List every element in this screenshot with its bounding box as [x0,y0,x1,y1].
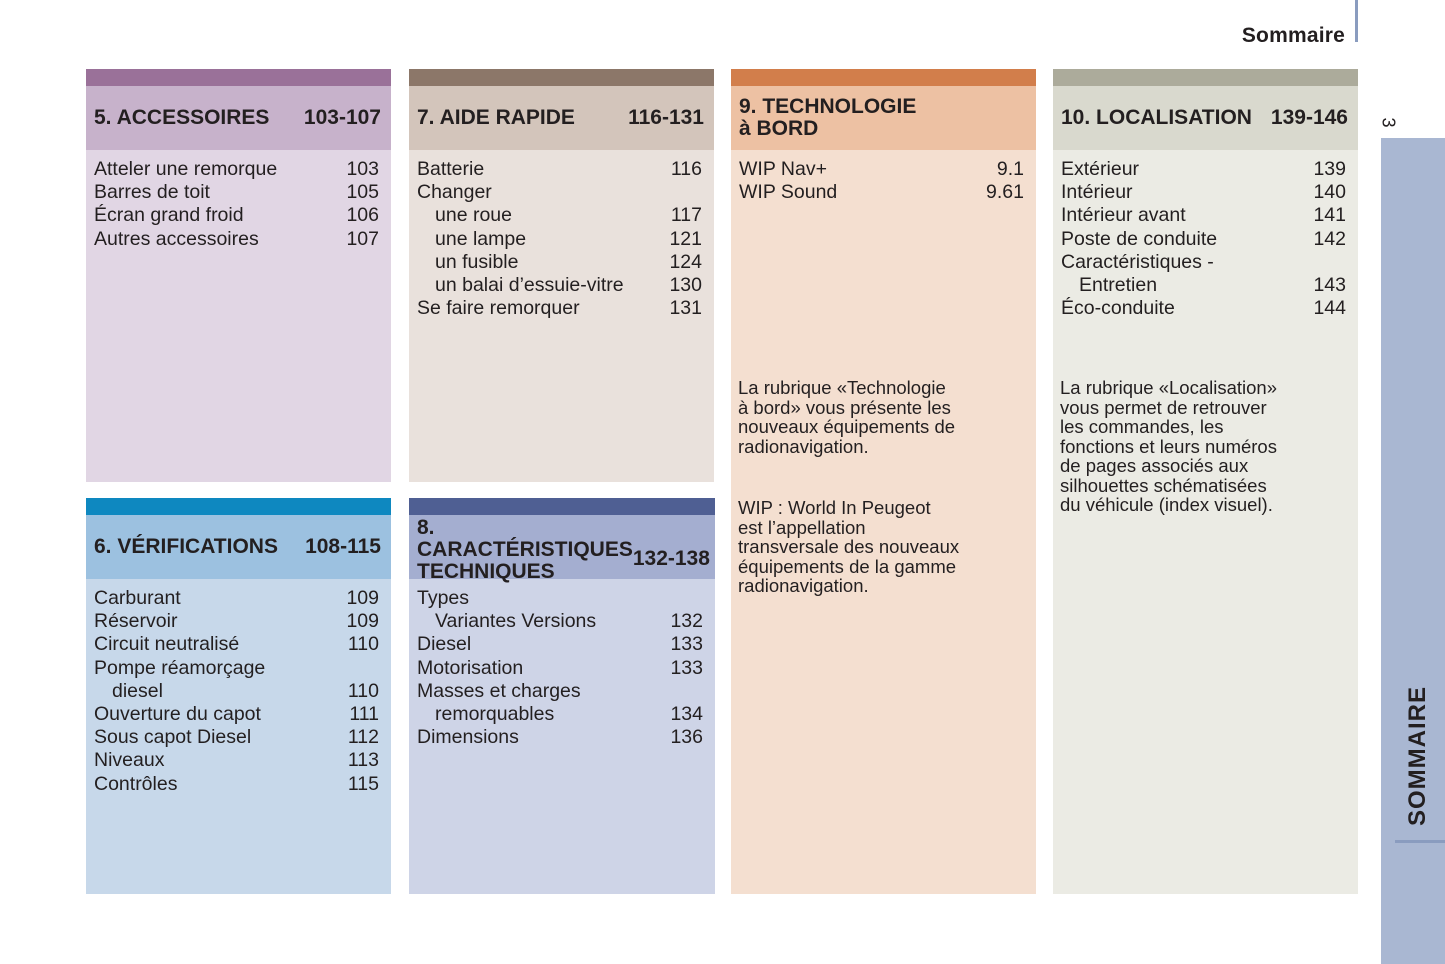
toc-entry-label: Sous capot Diesel [94,726,252,749]
toc-entry[interactable] [94,158,379,181]
toc-entry [417,587,703,610]
toc-entry-label: un fusible [435,250,519,273]
toc-entry-page: 113 [347,749,379,772]
toc-entry-label: WIP Sound [739,181,838,204]
toc-entry-label: Atteler une remorque [94,158,278,180]
wip-description: WIP : World In Peugeot est l’appellation transversale des nouveaux équipements de la gamme radionavigation. [738,497,960,596]
toc-entry-label: Pompe réamorçage [94,656,266,679]
toc-entry[interactable] [417,633,703,656]
toc-entry-page: 112 [347,726,379,749]
toc-entry-label: Types [417,587,470,609]
section-entries [86,579,391,796]
section-entries [409,579,715,749]
toc-entry-page: 111 [349,703,379,726]
toc-entry-page: 140 [1313,181,1346,204]
section-title: 9. TECHNOLOGIE à BORD [739,95,917,140]
toc-entry[interactable] [94,680,379,703]
toc-entry-label: Niveaux [94,749,165,772]
section-header[interactable] [86,515,391,579]
toc-entry-label: Motorisation [417,656,524,679]
section-header[interactable] [86,86,391,150]
section-color-bar [1053,69,1358,86]
toc-entry-label: une roue [435,204,512,227]
toc-entry-page: 103 [346,158,379,180]
toc-entry-page: 136 [670,726,703,749]
section-title: 8. CARACTÉRISTIQUES TECHNIQUES [417,516,633,583]
toc-entry-label: Extérieur [1061,158,1140,180]
localisation-description: La rubrique «Localisation» vous permet de retrouver les commandes, les fonctions et leurs numéros de pages associés aux silhouettes schématisées du véhicule (index visuel). [1060,377,1278,515]
section-title: 6. VÉRIFICATIONS [94,535,278,558]
toc-entry[interactable] [417,204,702,227]
toc-entry[interactable] [94,587,379,610]
toc-entry[interactable] [94,726,379,749]
toc-entry-label: Changer [417,181,492,204]
toc-entry-label: Intérieur [1061,181,1133,204]
section-entries [86,150,391,251]
toc-entry[interactable] [417,610,703,633]
toc-entry-label: Caractéristiques - [1061,250,1214,273]
toc-entry-label: WIP Nav+ [739,158,827,180]
toc-entry-label: Poste de conduite [1061,227,1218,250]
toc-entry-page: 110 [347,679,379,702]
toc-entry[interactable] [94,228,379,251]
toc-entry[interactable] [1061,297,1346,320]
toc-entry-label: Autres accessoires [94,227,259,250]
toc-entry-page: 116 [670,158,702,180]
section-caracteristiques-techniques [409,498,715,894]
toc-entry-page: 117 [670,204,702,227]
toc-entry-page: 124 [669,250,702,273]
toc-entry-page: 139 [1313,158,1346,180]
toc-entry-label: un balai d’essuie-vitre [435,274,624,297]
toc-entry-page: 115 [347,772,379,795]
toc-entry-label: une lampe [435,227,527,250]
section-entries [409,150,714,320]
toc-entry-page: 132 [670,610,703,633]
section-header[interactable] [731,86,1036,150]
toc-entry[interactable] [94,703,379,726]
toc-entry[interactable] [417,228,702,251]
toc-entry-page: 133 [670,656,703,679]
toc-entry-page: 131 [669,297,702,320]
toc-entry-page: 134 [670,703,703,726]
toc-entry-label: diesel [112,679,163,702]
section-title: 5. ACCESSOIRES [94,106,270,129]
technologie-description: La rubrique «Technologie à bord» vous présente les nouveaux équipements de radionavigation. [738,377,956,457]
section-page-range: 103-107 [303,106,381,129]
toc-entry [94,657,379,680]
toc-entry-page: 133 [670,633,703,656]
section-header[interactable] [409,86,714,150]
section-header[interactable] [409,515,715,583]
toc-entry-page: 143 [1313,274,1346,297]
toc-entry-page: 130 [669,274,702,297]
toc-entry[interactable] [417,297,702,320]
section-page-range: 139-146 [1270,106,1348,129]
toc-entry-label: Circuit neutralisé [94,633,240,656]
page-header-title: Sommaire [1241,24,1345,47]
toc-entry-label: Masses et charges [417,679,581,702]
section-color-bar [86,498,391,515]
toc-entry-label: Batterie [417,158,485,180]
toc-entry-label: Diesel [417,633,472,656]
toc-entry-label: Se faire remorquer [417,297,580,320]
section-verifications [86,498,391,894]
section-accessoires [86,69,391,482]
toc-entry-label: Réservoir [94,610,178,633]
section-title: 7. AIDE RAPIDE [417,106,575,129]
toc-entry-page: 9.61 [986,181,1024,204]
sommaire-side-tab-label: SOMMAIRE [1404,686,1431,826]
toc-entry-page: 141 [1313,204,1346,227]
section-color-bar [409,69,714,86]
toc-entry-page: 106 [346,204,379,227]
section-color-bar [731,69,1036,86]
section-header[interactable] [1053,86,1358,150]
toc-entry-page: 109 [346,587,379,609]
toc-entry-page: 110 [347,633,379,656]
toc-entry[interactable] [1061,228,1346,251]
section-technologie-a-bord [731,69,1036,894]
section-title: 10. LOCALISATION [1061,106,1252,129]
toc-entry-label: Contrôles [94,772,178,795]
page-number: 3 [1378,117,1399,128]
toc-entry-label: remorquables [435,703,555,726]
section-page-range: 116-131 [628,106,704,129]
toc-entry-page: 105 [346,181,379,204]
toc-entry[interactable] [739,181,1024,204]
toc-entry[interactable] [1061,158,1346,181]
section-color-bar [409,498,715,515]
header-rule [1355,0,1358,42]
toc-entry-page: 142 [1313,227,1346,250]
section-aide-rapide [409,69,714,482]
toc-entry[interactable] [417,726,703,749]
toc-entry-page: 9.1 [996,158,1024,180]
section-entries [1053,150,1358,320]
toc-entry-label: Écran grand froid [94,204,244,227]
toc-entry[interactable] [417,158,702,181]
toc-entry-label: Éco-conduite [1061,297,1175,320]
toc-entry[interactable] [417,274,702,297]
toc-entry-label: Ouverture du capot [94,703,261,726]
toc-entry-label: Dimensions [417,726,519,749]
toc-entry-label: Variantes Versions [435,610,597,633]
toc-entry[interactable] [94,204,379,227]
toc-entry[interactable] [94,749,379,772]
toc-entry [1061,251,1346,274]
toc-entry[interactable] [417,251,702,274]
toc-entry[interactable] [1061,204,1346,227]
toc-entry[interactable] [94,610,379,633]
toc-entry [417,680,703,703]
toc-entry-label: Carburant [94,587,181,609]
toc-entry-page: 121 [669,227,702,250]
toc-entry-label: Barres de toit [94,181,210,204]
section-page-range: 132-138 [632,547,710,570]
toc-entry-page: 109 [346,610,379,633]
toc-entry[interactable] [417,703,703,726]
toc-entry-page: 144 [1313,297,1346,320]
section-color-bar [86,69,391,86]
toc-entry[interactable] [1061,274,1346,297]
toc-entry[interactable] [1061,181,1346,204]
section-entries [731,150,1036,204]
toc-entry-label: Intérieur avant [1061,204,1186,227]
toc-entry [417,181,702,204]
section-page-range: 108-115 [305,535,381,558]
side-tab-rule [1395,840,1445,843]
toc-entry-label: Entretien [1079,274,1158,297]
toc-entry[interactable] [739,158,1024,181]
toc-entry[interactable] [94,633,379,656]
toc-entry-page: 107 [346,227,379,250]
toc-entry[interactable] [417,657,703,680]
toc-entry[interactable] [94,181,379,204]
toc-entry[interactable] [94,773,379,796]
